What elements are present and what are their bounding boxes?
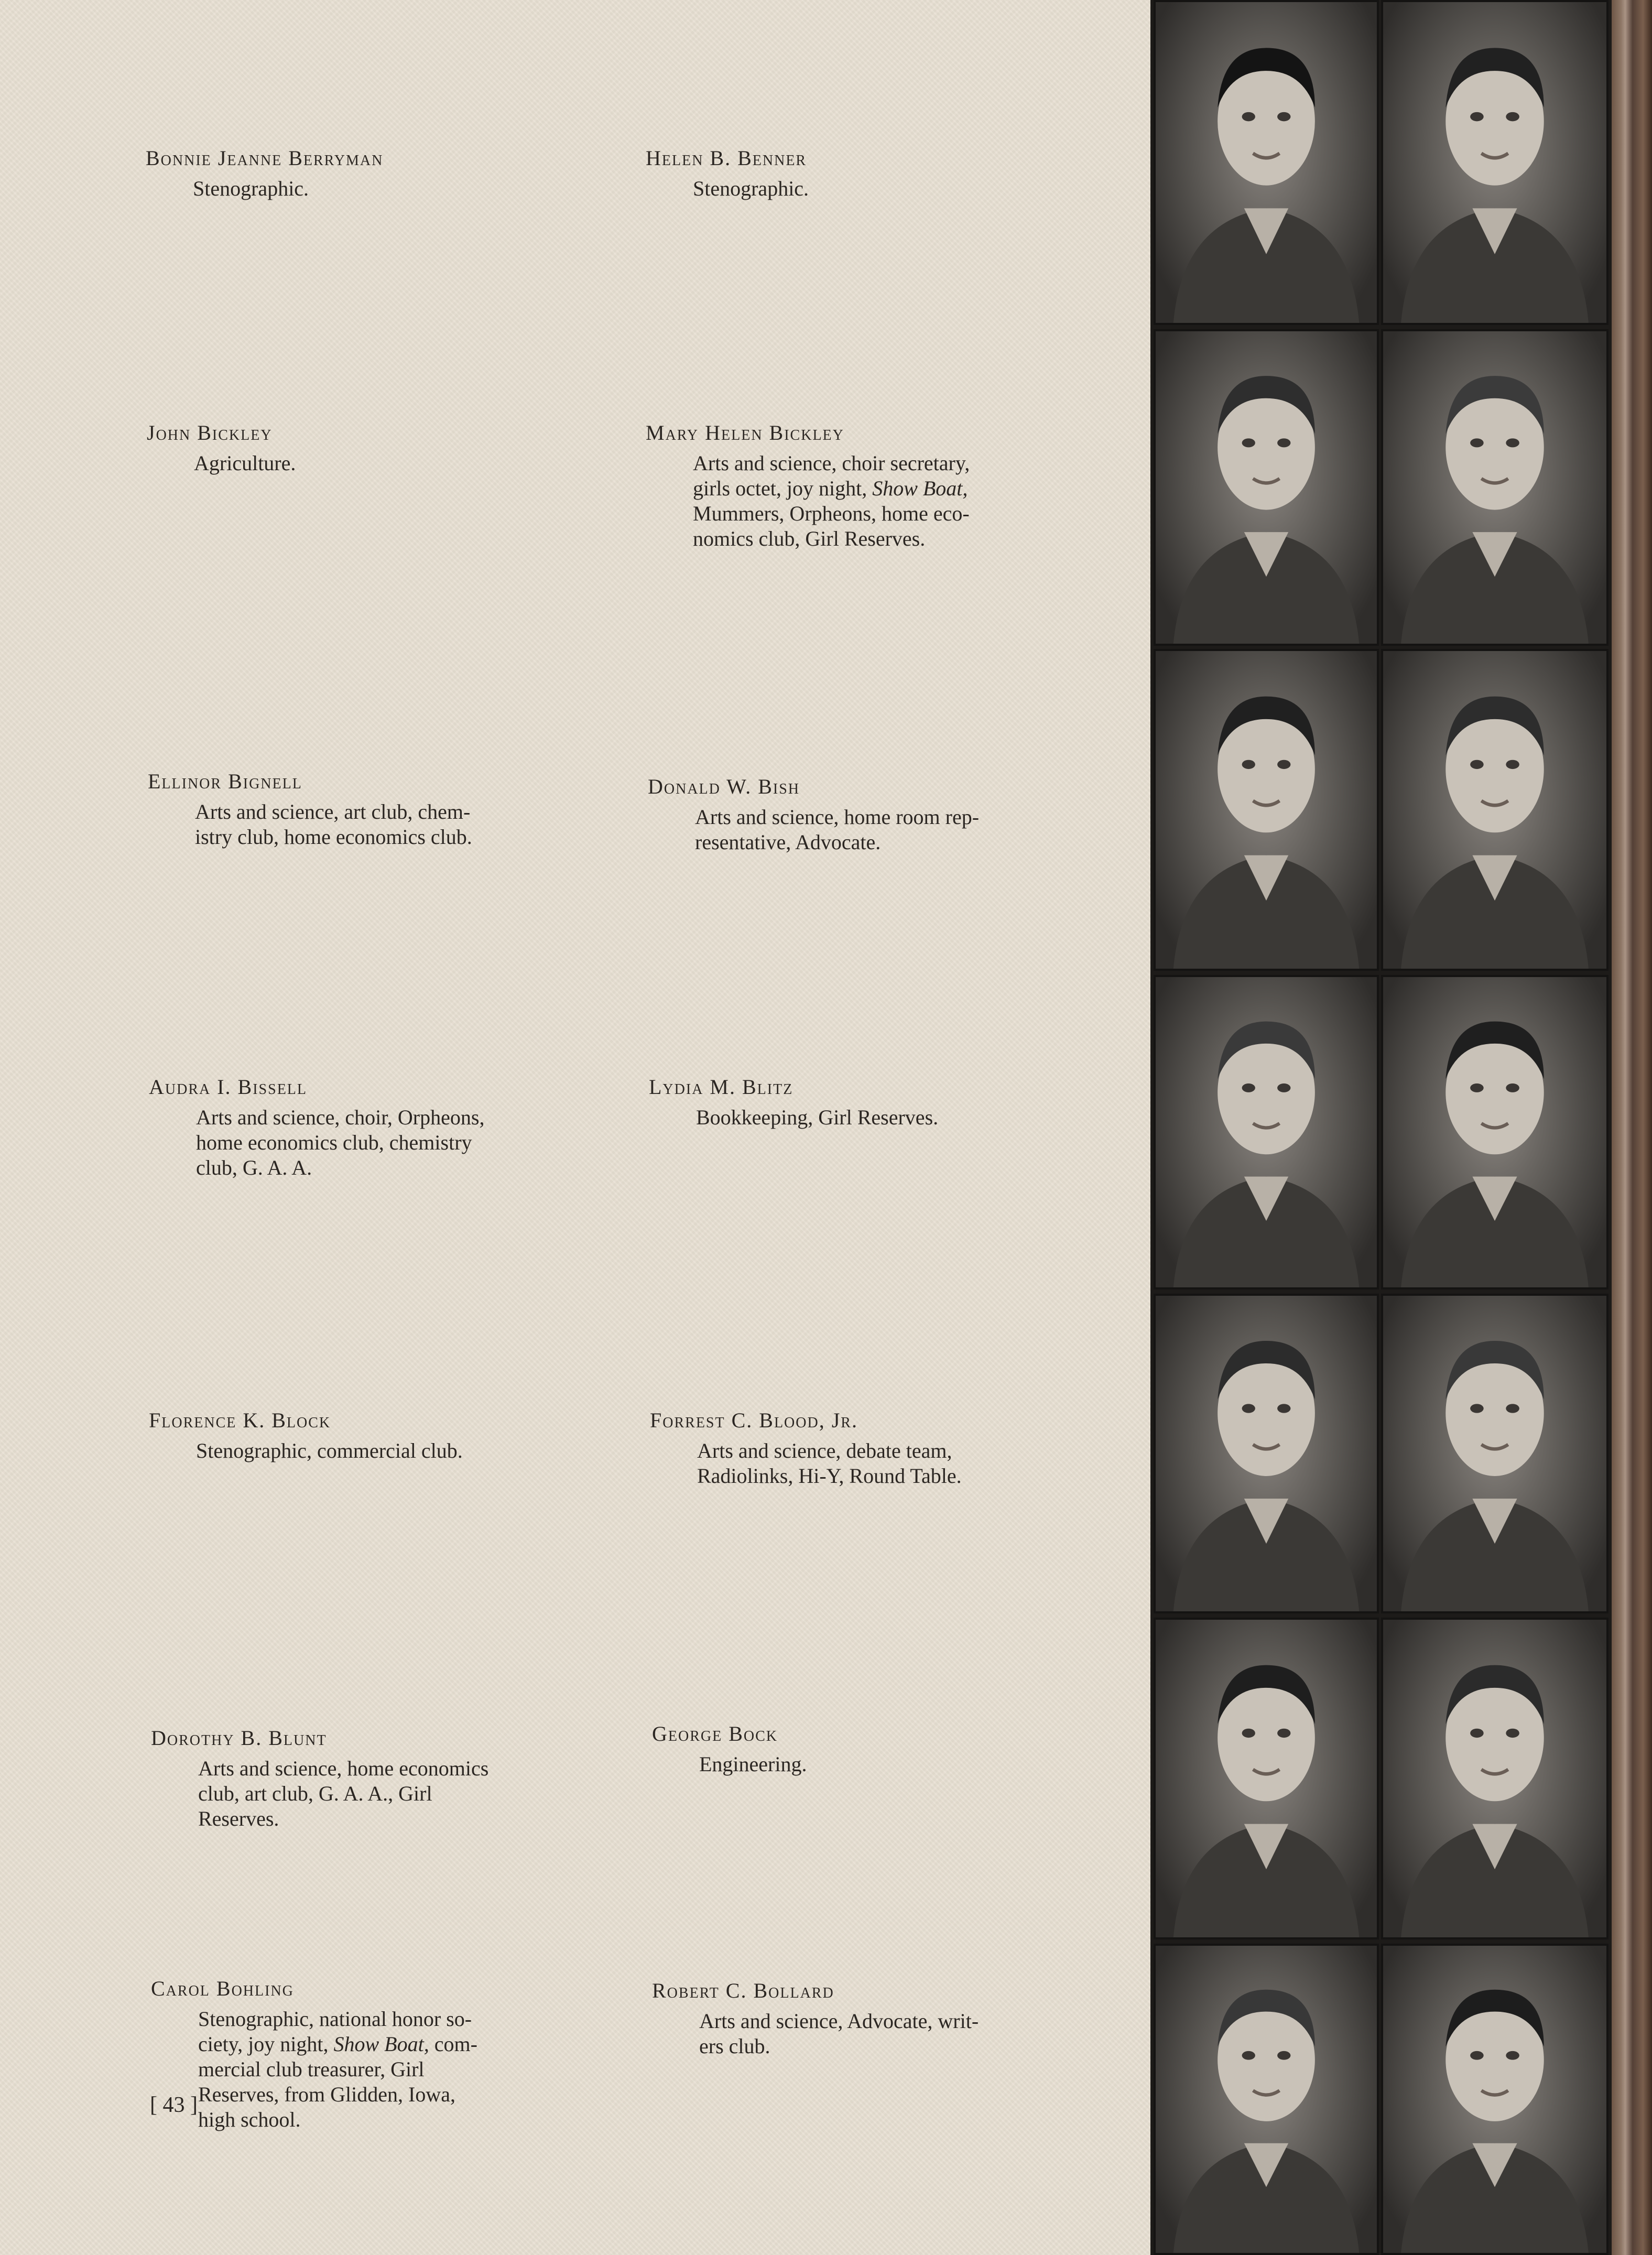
student-portrait <box>1381 975 1608 1289</box>
student-portrait <box>1381 1944 1608 2255</box>
student-portrait <box>1154 329 1379 646</box>
entry-blood <box>650 1407 1080 1489</box>
entry-bish <box>648 773 1078 855</box>
entry-blitz <box>649 1074 1079 1130</box>
entry-bollard <box>652 1977 1082 2059</box>
student-activities: Stenographic. <box>193 177 309 200</box>
student-name: Ellinor Bignell <box>148 769 302 793</box>
student-activities: Arts and science, home room rep- resentative, Advocate. <box>695 805 980 854</box>
student-activities: Stenographic, national honor so- ciety, joy night, Show Boat, com- mercial club treasurer, Girl Reserves, from Glidden, Iowa, high school. <box>198 2007 477 2131</box>
student-portrait <box>1381 0 1608 325</box>
student-activities: Arts and science, choir, Orpheons, home economics club, chemistry club, G. A. A. <box>196 1105 485 1179</box>
entry-bissell <box>149 1074 579 1180</box>
student-portrait <box>1154 1294 1379 1613</box>
student-name: Mary Helen Bickley <box>646 421 844 445</box>
student-portrait <box>1381 1618 1608 1939</box>
book-edge <box>1612 0 1652 2255</box>
student-name: John Bickley <box>147 421 273 445</box>
student-name: Dorothy B. Blunt <box>151 1726 327 1750</box>
student-portrait <box>1154 0 1379 325</box>
entry-benner <box>646 145 1075 201</box>
entry-bohling <box>151 1975 581 2132</box>
student-portrait <box>1154 1618 1379 1939</box>
student-name: Donald W. Bish <box>648 775 800 798</box>
entry-blunt <box>151 1725 581 1831</box>
student-portrait <box>1381 649 1608 971</box>
student-activities: Arts and science, Advocate, writ- ers club. <box>699 2009 979 2058</box>
student-activities: Stenographic. <box>693 177 809 200</box>
page-number: [ 43 ] <box>150 2093 198 2117</box>
student-portrait <box>1154 649 1379 971</box>
student-activities: Bookkeeping, Girl Reserves. <box>696 1105 939 1129</box>
student-name: Bonnie Jeanne Berryman <box>146 146 384 170</box>
student-name: Audra I. Bissell <box>149 1075 308 1099</box>
student-activities: Arts and science, debate team, Radiolinks, Hi-Y, Round Table. <box>697 1439 962 1488</box>
entry-bock <box>652 1720 1082 1777</box>
student-name: Lydia M. Blitz <box>649 1075 794 1099</box>
student-activities: Arts and science, art club, chem- istry club, home economics club. <box>195 800 472 849</box>
student-name: Forrest C. Blood, Jr. <box>650 1408 858 1432</box>
student-activities: Arts and science, home economics club, art club, G. A. A., Girl Reserves. <box>198 1757 489 1830</box>
entry-bignell <box>148 768 578 850</box>
student-name: Carol Bohling <box>151 1977 294 2000</box>
entry-block <box>149 1407 579 1463</box>
student-name: Helen B. Benner <box>646 146 807 170</box>
student-activities: Agriculture. <box>194 451 296 475</box>
student-activities: Arts and science, choir secretary, girls octet, joy night, Show Boat, Mummers, Orpheons, home eco- nomics club, Girl Reserves. <box>693 451 970 550</box>
entry-mary-helen-bickley <box>646 419 1075 551</box>
student-portrait <box>1154 975 1379 1289</box>
student-name: Florence K. Block <box>149 1408 331 1432</box>
portrait-column <box>1150 0 1612 2255</box>
entry-john-bickley <box>147 419 577 476</box>
student-name: Robert C. Bollard <box>652 1979 834 2002</box>
student-portrait <box>1381 329 1608 646</box>
student-portrait <box>1154 1944 1379 2255</box>
student-activities: Stenographic, commercial club. <box>196 1439 463 1462</box>
student-portrait <box>1381 1294 1608 1613</box>
student-activities: Engineering. <box>699 1752 807 1776</box>
student-name: George Bock <box>652 1722 778 1746</box>
entry-berryman <box>146 145 575 201</box>
